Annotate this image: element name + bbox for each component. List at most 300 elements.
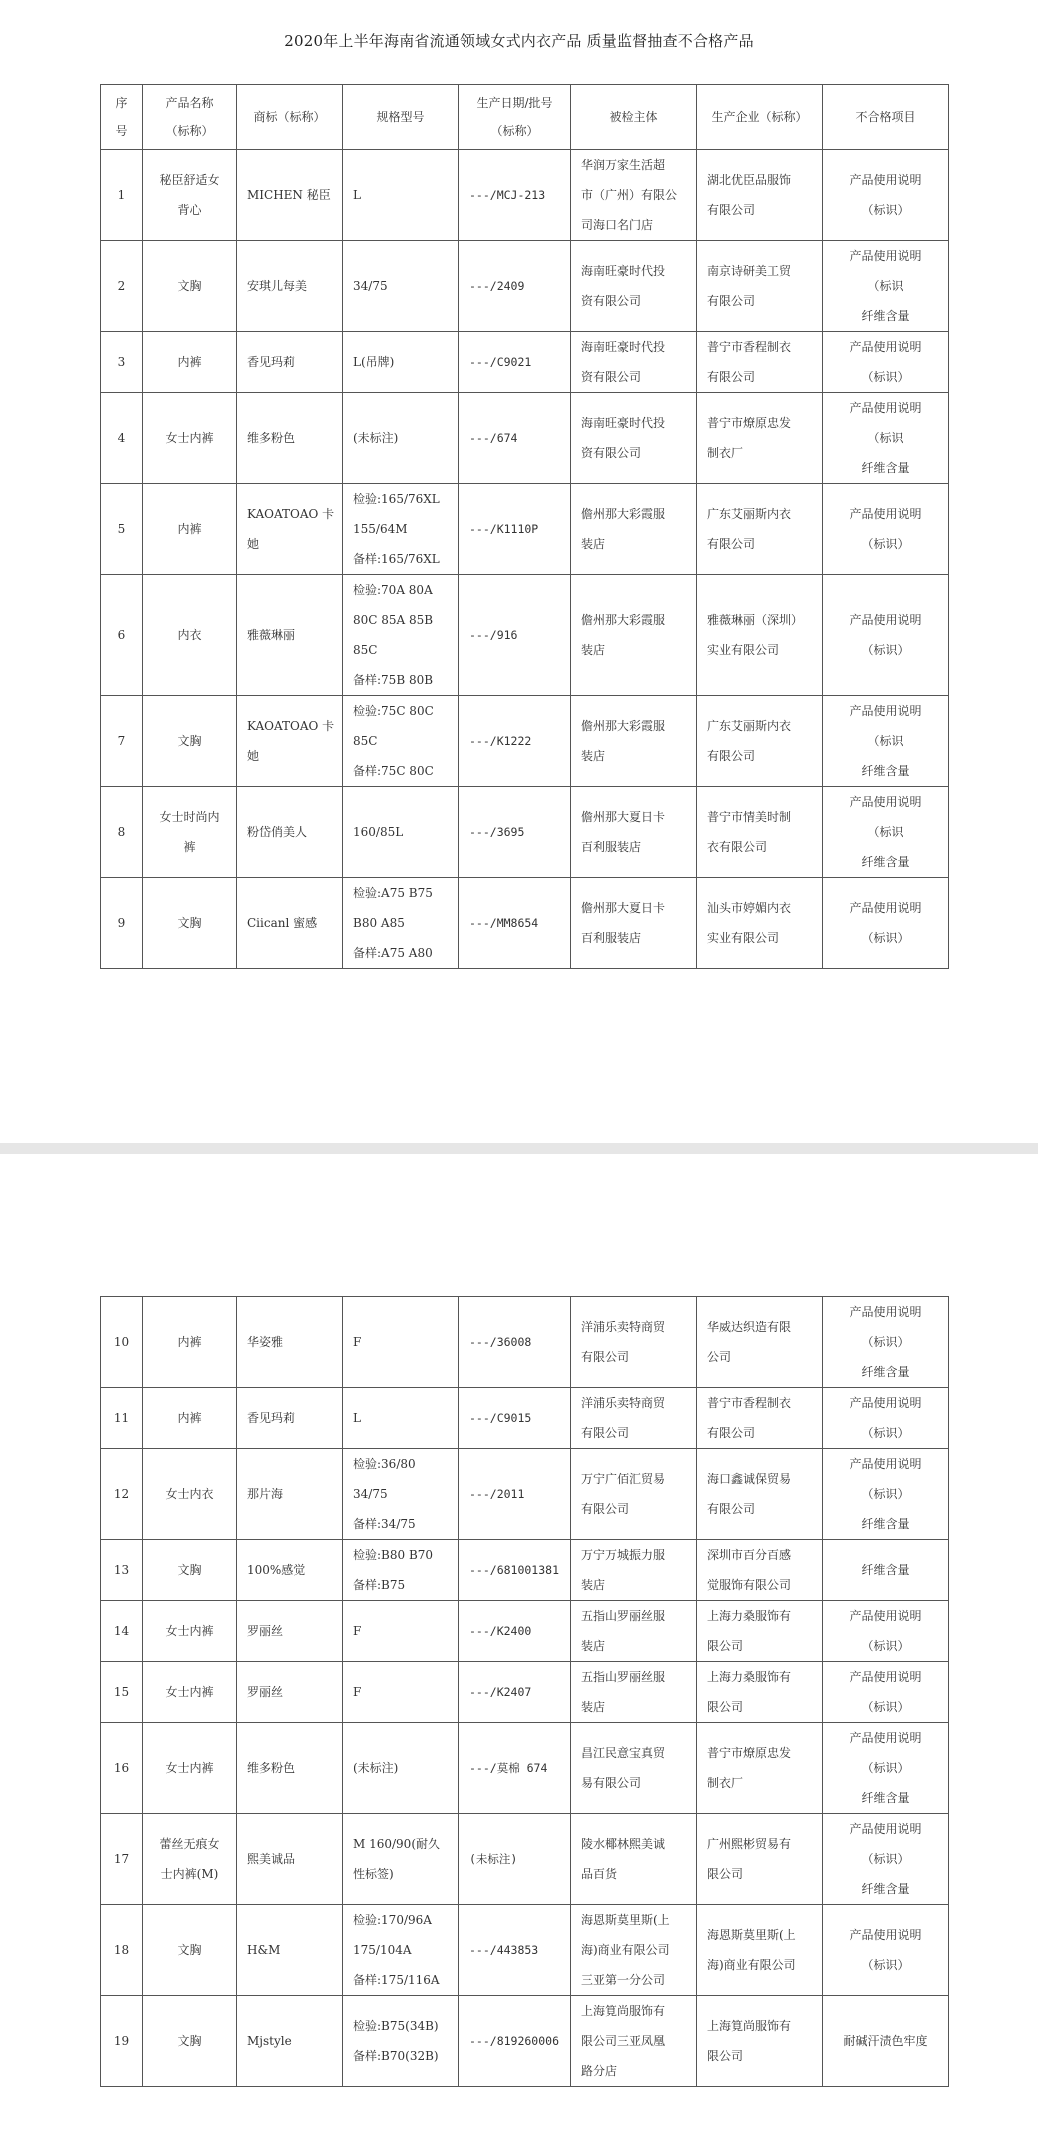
cell-failed-items-line: （标识） [861,1426,910,1440]
cell-spec-line: F [353,1335,362,1349]
cell-product-name-line: 女士内裤 [165,431,214,445]
cell-brand-line: MICHEN 秘臣 [247,188,331,202]
cell-manufacturer-line: 有限公司 [707,294,756,308]
cell-failed-items [823,1996,949,2087]
cell-failed-items-line: 产品使用说明 [849,173,922,187]
cell-manufacturer-line: 普宁市香程制衣 [707,1396,792,1410]
cell-product-name [143,1388,237,1449]
cell-inspected-entity [571,1297,697,1388]
cell-manufacturer-line: 普宁市燎原忠发 [707,416,792,430]
cell-manufacturer [697,1388,823,1449]
cell-brand [237,1814,343,1905]
cell-manufacturer [697,484,823,575]
table-body-page-2 [101,1297,949,2087]
cell-batch: ---/819260006 [459,1996,571,2087]
cell-failed-items-line: （标识） [861,643,910,657]
cell-failed-items-line: 产品使用说明 [849,1457,922,1471]
cell-batch: ---/MCJ-213 [459,150,571,241]
cell-brand [237,1540,343,1601]
cell-brand-line: 安琪儿每美 [247,279,308,293]
cell-failed-items-line: 纤维含量 [861,1882,910,1896]
cell-spec-line: 检验:165/76XL [353,492,440,506]
cell-failed-items [823,1905,949,1996]
cell-no: 9 [101,878,143,969]
cell-failed-items-line: （标识 [867,431,904,445]
cell-spec-line: F [353,1624,362,1638]
cell-product-name [143,241,237,332]
cell-manufacturer [697,1662,823,1723]
cell-spec [343,1601,459,1662]
cell-manufacturer-line: 湖北优臣品服饰 [707,173,792,187]
cell-failed-items-line: 纤维含量 [861,461,910,475]
cell-product-name-line: 内裤 [177,1335,202,1349]
cell-batch: ---/K2400 [459,1601,571,1662]
cell-failed-items-line: （标识） [861,537,910,551]
cell-inspected-entity [571,1388,697,1449]
cell-inspected-entity-line: 装店 [581,1578,606,1592]
cell-spec [343,696,459,787]
cell-spec [343,1662,459,1723]
cell-spec-line: 34/75 [353,279,388,293]
cell-brand [237,1723,343,1814]
cell-brand-line: 香见玛莉 [247,1411,296,1425]
cell-spec-line: 155/64M [353,522,408,536]
cell-spec [343,1297,459,1388]
cell-batch: ---/674 [459,393,571,484]
table-row [101,1297,949,1388]
cell-failed-items-line: 耐碱汗渍色牢度 [843,2034,928,2048]
cell-failed-items-line: 产品使用说明 [849,1609,922,1623]
cell-failed-items [823,1540,949,1601]
cell-brand [237,1601,343,1662]
cell-failed-items-line: 产品使用说明 [849,401,922,415]
header-spec: 规格型号 [343,85,459,150]
cell-brand-line: 她 [247,537,260,551]
cell-inspected-entity-line: 有限公司 [581,1426,630,1440]
cell-spec-line: 备样:A75 A80 [353,946,433,960]
cell-product-name-line: 文胸 [177,1563,202,1577]
cell-manufacturer-line: 制衣厂 [707,1776,744,1790]
cell-batch: ---/36008 [459,1297,571,1388]
cell-manufacturer-line: 有限公司 [707,203,756,217]
cell-inspected-entity [571,1996,697,2087]
cell-inspected-entity [571,241,697,332]
cell-product-name [143,696,237,787]
cell-inspected-entity-line: 资有限公司 [581,370,642,384]
cell-failed-items [823,787,949,878]
cell-no: 3 [101,332,143,393]
cell-spec-line: 检验:75C 80C [353,704,434,718]
header-no: 序 号 [101,85,143,150]
cell-product-name [143,1601,237,1662]
cell-spec-line: 160/85L [353,825,404,839]
cell-product-name [143,1814,237,1905]
cell-failed-items [823,332,949,393]
cell-manufacturer-line: 南京诗研美工贸 [707,264,792,278]
cell-failed-items-line: 纤维含量 [861,1791,910,1805]
cell-inspected-entity-line: 洋浦乐卖特商贸 [581,1320,666,1334]
cell-spec-line: 34/75 [353,1487,388,1501]
table-row [101,575,949,696]
cell-spec-line: (未标注) [353,1761,399,1775]
cell-manufacturer-line: 有限公司 [707,749,756,763]
cell-brand [237,1996,343,2087]
cell-no: 1 [101,150,143,241]
cell-manufacturer-line: 限公司 [707,1639,744,1653]
cell-batch: ---/K1222 [459,696,571,787]
cell-no: 6 [101,575,143,696]
table-row [101,696,949,787]
cell-spec-line: 检验:170/96A [353,1913,432,1927]
cell-manufacturer-line: 海恩斯莫里斯(上 [707,1928,796,1942]
cell-product-name-line: 内衣 [177,628,202,642]
cell-failed-items [823,1814,949,1905]
cell-spec [343,393,459,484]
cell-brand-line: 维多粉色 [247,431,296,445]
cell-manufacturer [697,1996,823,2087]
cell-failed-items-line: （标识） [861,1958,910,1972]
cell-inspected-entity-line: 装店 [581,537,606,551]
header-product-name: 产品名称 （标称） [143,85,237,150]
cell-batch: ---/681001381 [459,1540,571,1601]
cell-manufacturer [697,1723,823,1814]
cell-manufacturer-line: 有限公司 [707,1426,756,1440]
cell-no: 17 [101,1814,143,1905]
cell-inspected-entity-line: 儋州那大彩霞服 [581,613,666,627]
cell-inspected-entity [571,1723,697,1814]
table-header-row [101,85,949,150]
cell-spec [343,878,459,969]
cell-inspected-entity [571,878,697,969]
cell-batch: ---/C9015 [459,1388,571,1449]
table-row [101,787,949,878]
cell-manufacturer-line: 广东艾丽斯内衣 [707,719,792,733]
cell-manufacturer [697,1449,823,1540]
cell-failed-items [823,241,949,332]
cell-failed-items-line: （标识 [867,279,904,293]
cell-spec [343,1723,459,1814]
cell-inspected-entity-line: 海恩斯莫里斯(上 [581,1913,670,1927]
cell-product-name [143,1662,237,1723]
cell-failed-items-line: 纤维含量 [861,1365,910,1379]
cell-manufacturer-line: 深圳市百分百感 [707,1548,792,1562]
cell-product-name [143,575,237,696]
cell-inspected-entity-line: 资有限公司 [581,294,642,308]
cell-inspected-entity-line: 海南旺豪时代投 [581,416,666,430]
cell-manufacturer [697,878,823,969]
cell-inspected-entity-line: 三亚第一分公司 [581,1973,666,1987]
cell-failed-items-line: （标识 [867,825,904,839]
cell-spec-line: 检验:B80 B70 [353,1548,434,1562]
cell-failed-items-line: 产品使用说明 [849,1928,922,1942]
cell-inspected-entity [571,1540,697,1601]
cell-brand [237,1662,343,1723]
cell-spec-line: B80 A85 [353,916,405,930]
cell-manufacturer [697,332,823,393]
cell-manufacturer [697,241,823,332]
cell-no: 2 [101,241,143,332]
cell-manufacturer [697,1905,823,1996]
cell-product-name [143,1540,237,1601]
table-row [101,1905,949,1996]
cell-inspected-entity-line: 路分店 [581,2064,618,2078]
cell-product-name-line: 秘臣舒适女 [159,173,220,187]
cell-failed-items [823,1388,949,1449]
cell-spec-line: 检验:36/80 [353,1457,416,1471]
table-row [101,332,949,393]
cell-brand [237,484,343,575]
cell-spec-line: L(吊牌) [353,355,395,369]
cell-spec-line: L [353,1411,361,1425]
cell-inspected-entity-line: 万宁万城振力服 [581,1548,666,1562]
cell-product-name-line: 文胸 [177,916,202,930]
cell-brand-line: Ciicanl 蜜感 [247,916,318,930]
cell-failed-items-line: 产品使用说明 [849,795,922,809]
cell-inspected-entity-line: 洋浦乐卖特商贸 [581,1396,666,1410]
cell-manufacturer-line: 有限公司 [707,370,756,384]
cell-brand-line: 她 [247,749,260,763]
cell-brand-line: KAOATOAO 卡 [247,719,335,733]
cell-manufacturer-line: 衣有限公司 [707,840,768,854]
cell-inspected-entity [571,332,697,393]
cell-failed-items [823,1723,949,1814]
cell-spec-line: 175/104A [353,1943,412,1957]
cell-product-name-line: 文胸 [177,734,202,748]
cell-product-name-line: 女士时尚内 [159,810,220,824]
cell-manufacturer-line: 雅薇琳丽（深圳） [707,613,804,627]
cell-inspected-entity [571,150,697,241]
cell-inspected-entity [571,484,697,575]
cell-brand-line: 粉岱俏美人 [247,825,308,839]
cell-failed-items [823,1601,949,1662]
cell-inspected-entity-line: 海)商业有限公司 [581,1943,670,1957]
cell-brand [237,241,343,332]
cell-inspected-entity-line: 陵水椰林熙美诚 [581,1837,666,1851]
cell-spec [343,1540,459,1601]
cell-inspected-entity [571,1601,697,1662]
cell-inspected-entity-line: 资有限公司 [581,446,642,460]
cell-brand [237,332,343,393]
cell-batch: ---/K2407 [459,1662,571,1723]
cell-manufacturer-line: 普宁市燎原忠发 [707,1746,792,1760]
cell-spec [343,787,459,878]
cell-no: 5 [101,484,143,575]
cell-brand [237,150,343,241]
cell-brand-line: 100%感觉 [247,1563,306,1577]
cell-failed-items [823,393,949,484]
table-body-page-1 [101,150,949,969]
cell-spec-line: M 160/90(耐久 [353,1837,441,1851]
document-page-2 [0,1154,1038,2142]
table-row [101,484,949,575]
cell-manufacturer-line: 实业有限公司 [707,931,780,945]
cell-product-name-line: 文胸 [177,2034,202,2048]
cell-brand [237,1449,343,1540]
cell-failed-items-line: （标识 [867,734,904,748]
cell-inspected-entity-line: 品百货 [581,1867,618,1881]
header-brand: 商标（标称） [237,85,343,150]
table-row [101,1723,949,1814]
cell-product-name-line: 背心 [177,203,202,217]
cell-spec-line: L [353,188,361,202]
cell-spec [343,150,459,241]
cell-spec [343,1814,459,1905]
cell-product-name [143,1905,237,1996]
cell-manufacturer-line: 上海力桑服饰有 [707,1670,792,1684]
cell-product-name-line: 女士内裤 [165,1624,214,1638]
cell-product-name-line: 女士内裤 [165,1685,214,1699]
table-row [101,1540,949,1601]
cell-inspected-entity-line: 上海筧尚服饰有 [581,2004,666,2018]
cell-inspected-entity-line: 华润万家生活超 [581,158,666,172]
cell-manufacturer [697,150,823,241]
cell-manufacturer [697,393,823,484]
cell-product-name-line: 内裤 [177,522,202,536]
cell-manufacturer [697,1814,823,1905]
cell-inspected-entity-line: 儋州那大夏日卡 [581,810,666,824]
table-row [101,1996,949,2087]
cell-failed-items-line: 产品使用说明 [849,1822,922,1836]
cell-manufacturer [697,1297,823,1388]
cell-inspected-entity-line: 百利服装店 [581,840,642,854]
cell-brand-line: Mjstyle [247,2034,292,2048]
cell-brand [237,575,343,696]
table-row [101,1662,949,1723]
cell-failed-items-line: 产品使用说明 [849,901,922,915]
table-row [101,241,949,332]
cell-failed-items-line: （标识） [861,1487,910,1501]
cell-spec-line: (未标注) [353,431,399,445]
cell-product-name [143,1723,237,1814]
cell-brand-line: 罗丽丝 [247,1624,284,1638]
cell-failed-items-line: （标识） [861,1700,910,1714]
cell-product-name [143,787,237,878]
cell-no: 11 [101,1388,143,1449]
cell-brand-line: 维多粉色 [247,1761,296,1775]
cell-failed-items-line: 产品使用说明 [849,1731,922,1745]
table-row [101,1814,949,1905]
cell-failed-items-line: （标识） [861,1335,910,1349]
cell-brand-line: 罗丽丝 [247,1685,284,1699]
cell-manufacturer-line: 上海筧尚服饰有 [707,2019,792,2033]
cell-inspected-entity-line: 限公司三亚凤凰 [581,2034,666,2048]
cell-failed-items-line: 产品使用说明 [849,1670,922,1684]
cell-failed-items [823,484,949,575]
cell-spec-line: 备样:175/116A [353,1973,440,1987]
cell-inspected-entity-line: 司海口名门店 [581,218,654,232]
cell-failed-items-line: （标识） [861,1852,910,1866]
cell-manufacturer-line: 限公司 [707,1867,744,1881]
cell-inspected-entity-line: 百利服装店 [581,931,642,945]
header-batch: 生产日期/批号 （标称） [459,85,571,150]
cell-inspected-entity [571,1814,697,1905]
cell-brand-line: 熙美诚品 [247,1852,296,1866]
cell-product-name [143,332,237,393]
cell-batch: (未标注) [459,1814,571,1905]
cell-product-name-line: 内裤 [177,1411,202,1425]
cell-inspected-entity-line: 五指山罗丽丝服 [581,1609,666,1623]
table-row [101,878,949,969]
table-row [101,1449,949,1540]
cell-failed-items-line: 产品使用说明 [849,249,922,263]
cell-failed-items-line: （标识） [861,203,910,217]
cell-product-name [143,150,237,241]
cell-failed-items [823,1449,949,1540]
cell-batch: ---/C9021 [459,332,571,393]
page-separator [0,1143,1038,1154]
cell-brand-line: 华姿雅 [247,1335,284,1349]
cell-manufacturer-line: 制衣厂 [707,446,744,460]
cell-spec [343,575,459,696]
cell-manufacturer-line: 海)商业有限公司 [707,1958,796,1972]
cell-inspected-entity-line: 装店 [581,749,606,763]
cell-failed-items-line: （标识） [861,1639,910,1653]
cell-batch: ---/K1110P [459,484,571,575]
cell-no: 8 [101,787,143,878]
cell-brand-line: KAOATOAO 卡 [247,507,335,521]
cell-brand [237,1388,343,1449]
cell-inspected-entity [571,575,697,696]
cell-failed-items-line: （标识） [861,370,910,384]
cell-product-name [143,1449,237,1540]
cell-inspected-entity-line: 有限公司 [581,1350,630,1364]
cell-manufacturer [697,1601,823,1662]
cell-batch: ---/莫棉 674 [459,1723,571,1814]
cell-product-name-line: 蕾丝无痕女 [159,1837,220,1851]
cell-inspected-entity-line: 有限公司 [581,1502,630,1516]
cell-failed-items-line: 纤维含量 [861,1563,910,1577]
cell-spec-line: 检验:B75(34B) [353,2019,439,2033]
cell-product-name-line: 女士内裤 [165,1761,214,1775]
header-inspected-entity: 被检主体 [571,85,697,150]
cell-failed-items-line: 纤维含量 [861,1517,910,1531]
cell-spec-line: 85C [353,734,378,748]
nonconforming-products-table-continued [100,1296,949,2087]
cell-spec-line: 检验:70A 80A [353,583,433,597]
table-row [101,393,949,484]
cell-no: 13 [101,1540,143,1601]
cell-no: 7 [101,696,143,787]
cell-failed-items-line: 纤维含量 [861,855,910,869]
cell-inspected-entity-line: 儋州那大夏日卡 [581,901,666,915]
cell-spec-line: 备样:34/75 [353,1517,416,1531]
cell-inspected-entity-line: 儋州那大彩霞服 [581,507,666,521]
cell-manufacturer-line: 上海力桑服饰有 [707,1609,792,1623]
cell-inspected-entity-line: 儋州那大彩霞服 [581,719,666,733]
table-row [101,150,949,241]
cell-manufacturer-line: 普宁市香程制衣 [707,340,792,354]
cell-product-name-line: 文胸 [177,279,202,293]
cell-spec-line: 备样:B75 [353,1578,406,1592]
cell-manufacturer-line: 公司 [707,1350,732,1364]
header-manufacturer: 生产企业（标称） [697,85,823,150]
cell-inspected-entity [571,1449,697,1540]
cell-spec-line: 性标签) [353,1867,394,1881]
cell-no: 18 [101,1905,143,1996]
cell-failed-items-line: 纤维含量 [861,764,910,778]
cell-product-name [143,878,237,969]
cell-inspected-entity [571,1905,697,1996]
cell-manufacturer-line: 实业有限公司 [707,643,780,657]
cell-no: 14 [101,1601,143,1662]
nonconforming-products-table [100,84,949,969]
cell-failed-items-line: 纤维含量 [861,309,910,323]
cell-spec [343,484,459,575]
table-row [101,1601,949,1662]
cell-no: 19 [101,1996,143,2087]
cell-failed-items [823,575,949,696]
cell-failed-items [823,1297,949,1388]
